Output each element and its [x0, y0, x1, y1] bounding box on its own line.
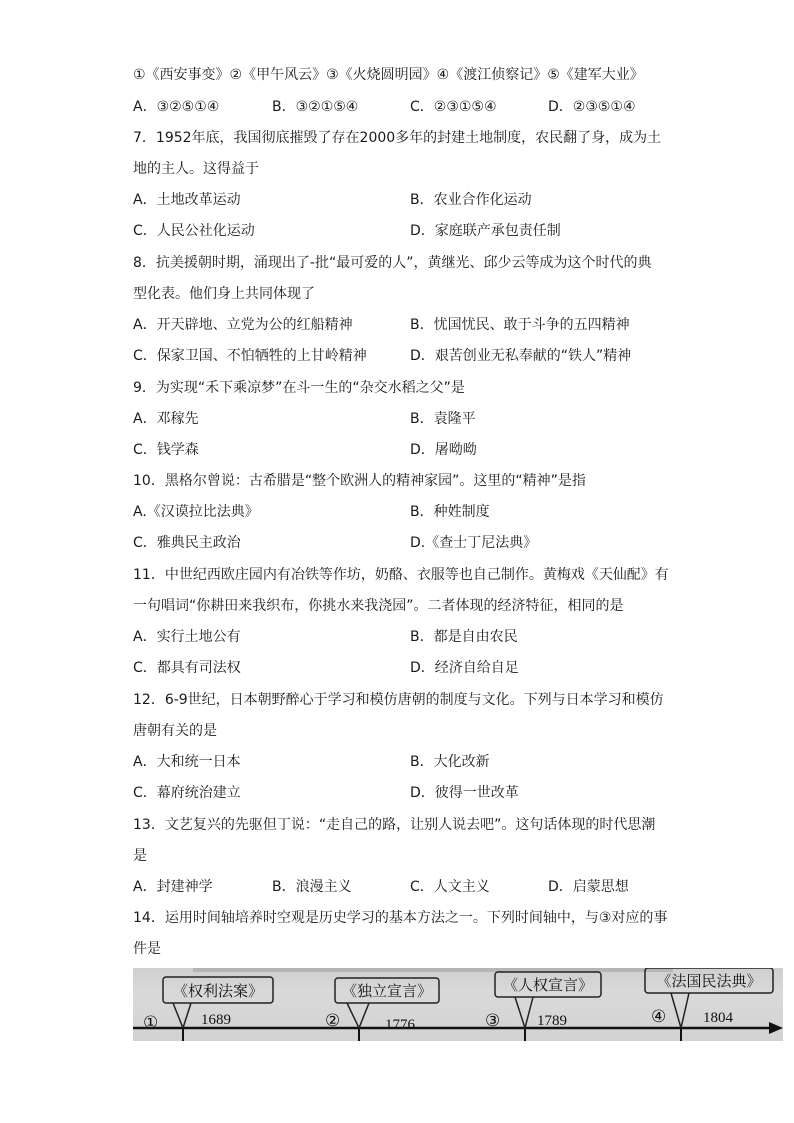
q9-option-d: D．屠呦呦	[410, 442, 477, 458]
marker-3: ③	[485, 1011, 501, 1030]
q14-stem-line1: 14．运用时间轴培养时空观是历史学习的基本方法之一。下列时间轴中，与③对应的事	[133, 910, 668, 926]
event-year-1: 1689	[201, 1012, 231, 1028]
event-pointer-3	[515, 997, 533, 1028]
event-title-4: 《法国民法典》	[656, 972, 762, 990]
q11-option-b: B．都是自由农民	[410, 629, 518, 645]
q8-option-d: D．艰苦创业无私奉献的“铁人”精神	[410, 348, 632, 364]
marker-1: ①	[143, 1013, 159, 1032]
q9-option-b: B．袁隆平	[410, 411, 476, 427]
q9-option-c: C．钱学森	[133, 442, 199, 458]
event-pointer-2	[347, 1003, 369, 1028]
q14-stem-line2: 件是	[133, 941, 161, 957]
q13-option-a: A．封建神学	[133, 879, 213, 895]
q9-option-a: A．邓稼先	[133, 411, 199, 427]
q6-option-c: C．②③①⑤④	[410, 99, 497, 115]
q13-stem-line1: 13．文艺复兴的先驱但丁说：“走自己的路，让别人说去吧”。这句话体现的时代思潮	[133, 817, 656, 833]
event-year-2: 1776	[385, 1017, 415, 1033]
event-title-2: 《独立宣言》	[341, 982, 433, 1000]
event-year-4: 1804	[703, 1010, 733, 1026]
q6-option-b: B．③②①⑤④	[272, 99, 359, 115]
q13-stem-line2: 是	[133, 848, 147, 864]
timeline-figure	[133, 968, 783, 1041]
event-title-3: 《人权宣言》	[502, 976, 594, 994]
q8-option-c: C．保家卫国、不怕牺牲的上甘岭精神	[133, 348, 367, 364]
q10-option-b: B．种姓制度	[410, 504, 490, 520]
q7-option-d: D．家庭联产承包责任制	[410, 223, 561, 239]
q12-option-a: A．大和统一日本	[133, 754, 241, 770]
q8-option-a: A．开天辟地、立党为公的红船精神	[133, 317, 353, 333]
q11-stem-line2: 一句唱词“你耕田来我织布，你挑水来我浇园”。二者体现的经济特征，相同的是	[133, 598, 624, 614]
q6-option-a: A．③②⑤①④	[133, 99, 220, 115]
q12-stem-line2: 唐朝有关的是	[133, 723, 217, 739]
timeline-svg	[133, 968, 783, 1041]
marker-4: ④	[651, 1007, 667, 1026]
q7-option-b: B．农业合作化运动	[410, 192, 532, 208]
q12-option-b: B．大化改新	[410, 754, 490, 770]
q12-option-c: C．幕府统治建立	[133, 785, 241, 801]
q9-stem-line1: 9．为实现“禾下乘凉梦”在斗一生的“杂交水稻之父”是	[133, 380, 465, 396]
q7-stem-line2: 地的主人。这得益于	[133, 161, 259, 177]
event-pointer-4	[671, 993, 689, 1028]
event-pointer-1	[173, 1003, 191, 1028]
q6-option-d: D．②③⑤①④	[548, 99, 636, 115]
q11-option-c: C．都具有司法权	[133, 660, 241, 676]
q10-option-d: D.《查士丁尼法典》	[410, 535, 538, 551]
event-year-3: 1789	[537, 1013, 567, 1029]
q11-option-a: A．实行土地公有	[133, 629, 241, 645]
q8-stem-line2: 型化表。他们身上共同体现了	[133, 286, 315, 302]
q11-option-d: D．经济自给自足	[410, 660, 519, 676]
q7-option-c: C．人民公社化运动	[133, 223, 255, 239]
q13-option-b: B．浪漫主义	[272, 879, 352, 895]
q6-item-list: ①《西安事变》②《甲午风云》③《火烧圆明园》④《渡江侦察记》⑤《建军大业》	[133, 67, 644, 83]
event-title-1: 《权利法案》	[172, 982, 264, 1000]
timeline-arrow	[769, 1022, 783, 1034]
q7-option-a: A．土地改革运动	[133, 192, 241, 208]
marker-2: ②	[325, 1011, 341, 1030]
q10-option-c: C．雅典民主政治	[133, 535, 241, 551]
bleed-through	[193, 968, 673, 972]
q8-option-b: B．忧国忧民、敢于斗争的五四精神	[410, 317, 630, 333]
q10-option-a: A.《汉谟拉比法典》	[133, 504, 259, 520]
q10-stem-line1: 10．黑格尔曾说：古希腊是“整个欧洲人的精神家园”。这里的“精神”是指	[133, 473, 586, 489]
q11-stem-line1: 11．中世纪西欧庄园内有冶铁等作坊，奶酪、衣服等也自己制作。黄梅戏《天仙配》有	[133, 567, 669, 583]
q13-option-c: C．人文主义	[410, 879, 490, 895]
q12-option-d: D．彼得一世改革	[410, 785, 519, 801]
q8-stem-line1: 8．抗美援朝时期，涌现出了-批“最可爱的人”，黄继光、邱少云等成为这个时代的典	[133, 255, 652, 271]
q7-stem-line1: 7．1952年底，我国彻底摧毁了存在2000多年的封建土地制度，农民翻了身，成为土	[133, 130, 662, 146]
q13-option-d: D．启蒙思想	[548, 879, 629, 895]
q12-stem-line1: 12．6-9世纪，日本朝野醉心于学习和模仿唐朝的制度与文化。下列与日本学习和模仿	[133, 692, 664, 708]
